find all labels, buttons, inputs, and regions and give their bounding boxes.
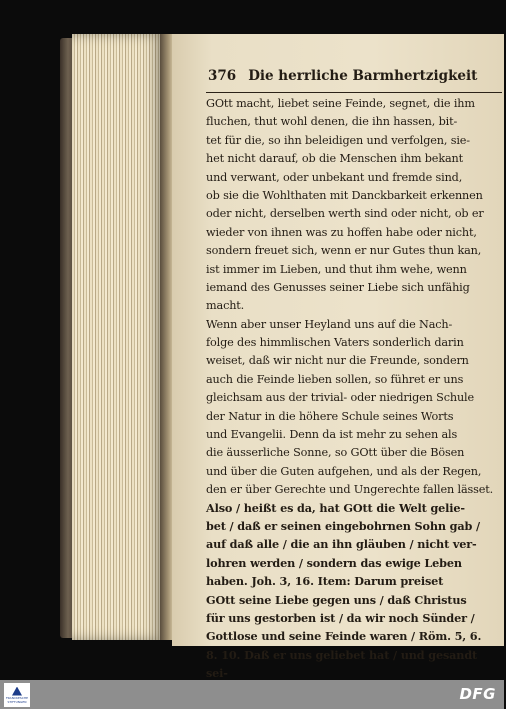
text-line: und über die Guten aufgehen, und als der Regen, (206, 463, 482, 478)
page-edges (72, 34, 164, 640)
text-line: sondern freuet sich, wenn er nur Gutes thun kan, (206, 243, 482, 258)
text-line: und verwant, oder unbekant und fremde sind, (206, 169, 463, 184)
text-line: GOtt macht, liebet seine Feinde, segnet, die ihm (206, 96, 475, 110)
logo-text-line1: FRANCKESCHE (5, 695, 29, 700)
text-line: wieder von ihnen was zu hoffen habe oder nicht, (206, 224, 477, 239)
institution-logo (4, 683, 30, 707)
text-line: bet / daß er seinen eingebohrnen Sohn gab / (206, 518, 480, 533)
running-head: Die herrliche Barmhertzigkeit (248, 68, 478, 84)
text-line: lohren werden / sondern das ewige Leben (206, 555, 462, 570)
text-line: folge des himmlischen Vaters sonderlich darin (206, 335, 464, 350)
logo-mark-icon (12, 687, 22, 696)
text-line: oder nicht, derselben werth sind oder nicht, ob er (206, 206, 484, 221)
header-rule (206, 92, 502, 93)
text-line: macht. (206, 298, 245, 313)
text-line: tet für die, so ihn beleidigen und verfolgen, sie- (206, 132, 470, 147)
book-page (172, 34, 504, 681)
page-header (208, 68, 504, 90)
page-body-text (206, 94, 506, 683)
text-line: sei- (206, 666, 228, 681)
text-line: auch die Feinde lieben sollen, so führet er uns (206, 371, 464, 386)
text-line: fluchen, thut wohl denen, die ihn hassen, bit- (206, 114, 458, 129)
text-line: für uns gestorben ist / da wir noch Sünder / (206, 610, 475, 625)
text-line: Gottlose und seine Feinde waren / Röm. 5, 6. (206, 629, 482, 644)
logo-text-line2: STIFTUNGEN (7, 699, 27, 704)
text-line: haben. Joh. 3, 16. Item: Darum preiset (206, 574, 444, 589)
text-line: den er über Gerechte und Ungerechte fallen lässet. (206, 482, 494, 497)
dfg-logo: DFG (459, 685, 496, 703)
page-number: 376 (208, 68, 237, 84)
text-line: 8. 10. Daß er uns geliebet hat / und gesandt (206, 647, 478, 662)
text-line: ist immer im Lieben, und thut ihm wehe, wenn (206, 261, 467, 276)
text-line: und Evangelii. Denn da ist mehr zu sehen als (206, 427, 458, 442)
text-line: gleichsam aus der trivial- oder niedrigen Schule (206, 390, 474, 405)
text-line: auf daß alle / die an ihn gläuben / nicht ver- (206, 537, 477, 552)
text-line: iemand des Genusses seiner Liebe sich unfähig (206, 279, 470, 294)
text-line: die äusserliche Sonne, so GOtt über die Bösen (206, 445, 465, 460)
text-line: Also / heißt es da, hat GOtt die Welt gelie- (206, 500, 465, 515)
text-line: weiset, daß wir nicht nur die Freunde, sondern (206, 353, 469, 368)
text-line: der Natur in die höhere Schule seines Worts (206, 408, 454, 423)
text-line: GOtt seine Liebe gegen uns / daß Christus (206, 592, 467, 607)
text-line: Wenn aber unser Heyland uns auf die Nach- (206, 316, 453, 331)
book (60, 34, 504, 681)
text-line: ob sie die Wohlthaten mit Danckbarkeit erkennen (206, 187, 483, 202)
text-line: het nicht darauf, ob die Menschen ihm bekant (206, 151, 464, 166)
viewer-footer-bar (0, 680, 504, 709)
